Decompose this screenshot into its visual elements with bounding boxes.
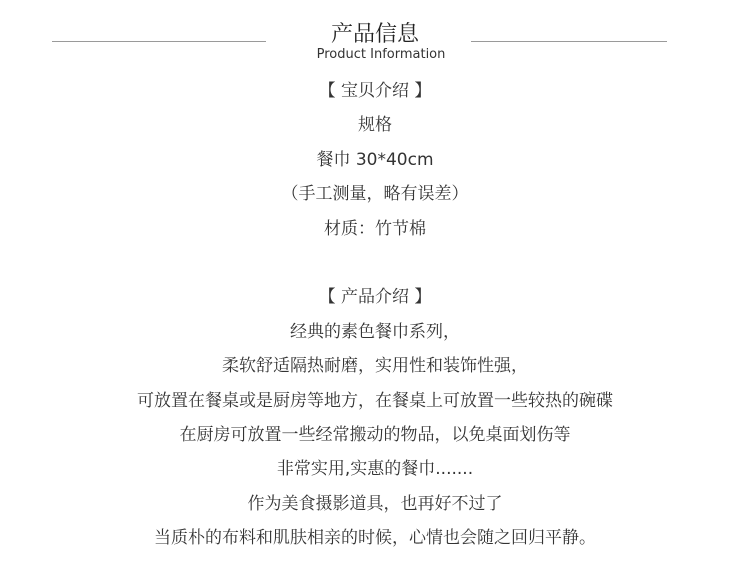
header-divider-right [471, 41, 667, 42]
description-line: 作为美食摄影道具，也再好不过了 [247, 493, 503, 514]
description-line: 非常实用,实惠的餐巾....... [276, 459, 474, 480]
product-info-content [0, 74, 750, 555]
section-header [0, 0, 750, 70]
section-gap [0, 246, 750, 280]
description-line: 经典的素色餐巾系列， [290, 321, 460, 342]
measure-note: （手工测量，略有误差） [281, 184, 469, 205]
section-title: 产品信息 [330, 22, 419, 47]
section-subtitle: Product Information [316, 47, 446, 62]
spec-size: 餐巾 30*40cm [316, 149, 434, 170]
description-line: 在厨房可放置一些经常搬动的物品，以免桌面划伤等 [179, 424, 571, 445]
baby-intro-heading: 【 宝贝介绍 】 [318, 81, 432, 101]
spec-label: 规格 [358, 115, 392, 136]
description-line: 柔软舒适隔热耐磨，实用性和装饰性强， [222, 356, 528, 377]
description-line: 可放置在餐桌或是厨房等地方，在餐桌上可放置一些较热的碗碟 [137, 390, 613, 411]
product-intro-heading: 【 产品介绍 】 [318, 287, 432, 308]
material-line: 材质：竹节棉 [324, 218, 426, 239]
description-line: 当质朴的布料和肌肤相亲的时候，心情也会随之回归平静。 [154, 528, 596, 549]
